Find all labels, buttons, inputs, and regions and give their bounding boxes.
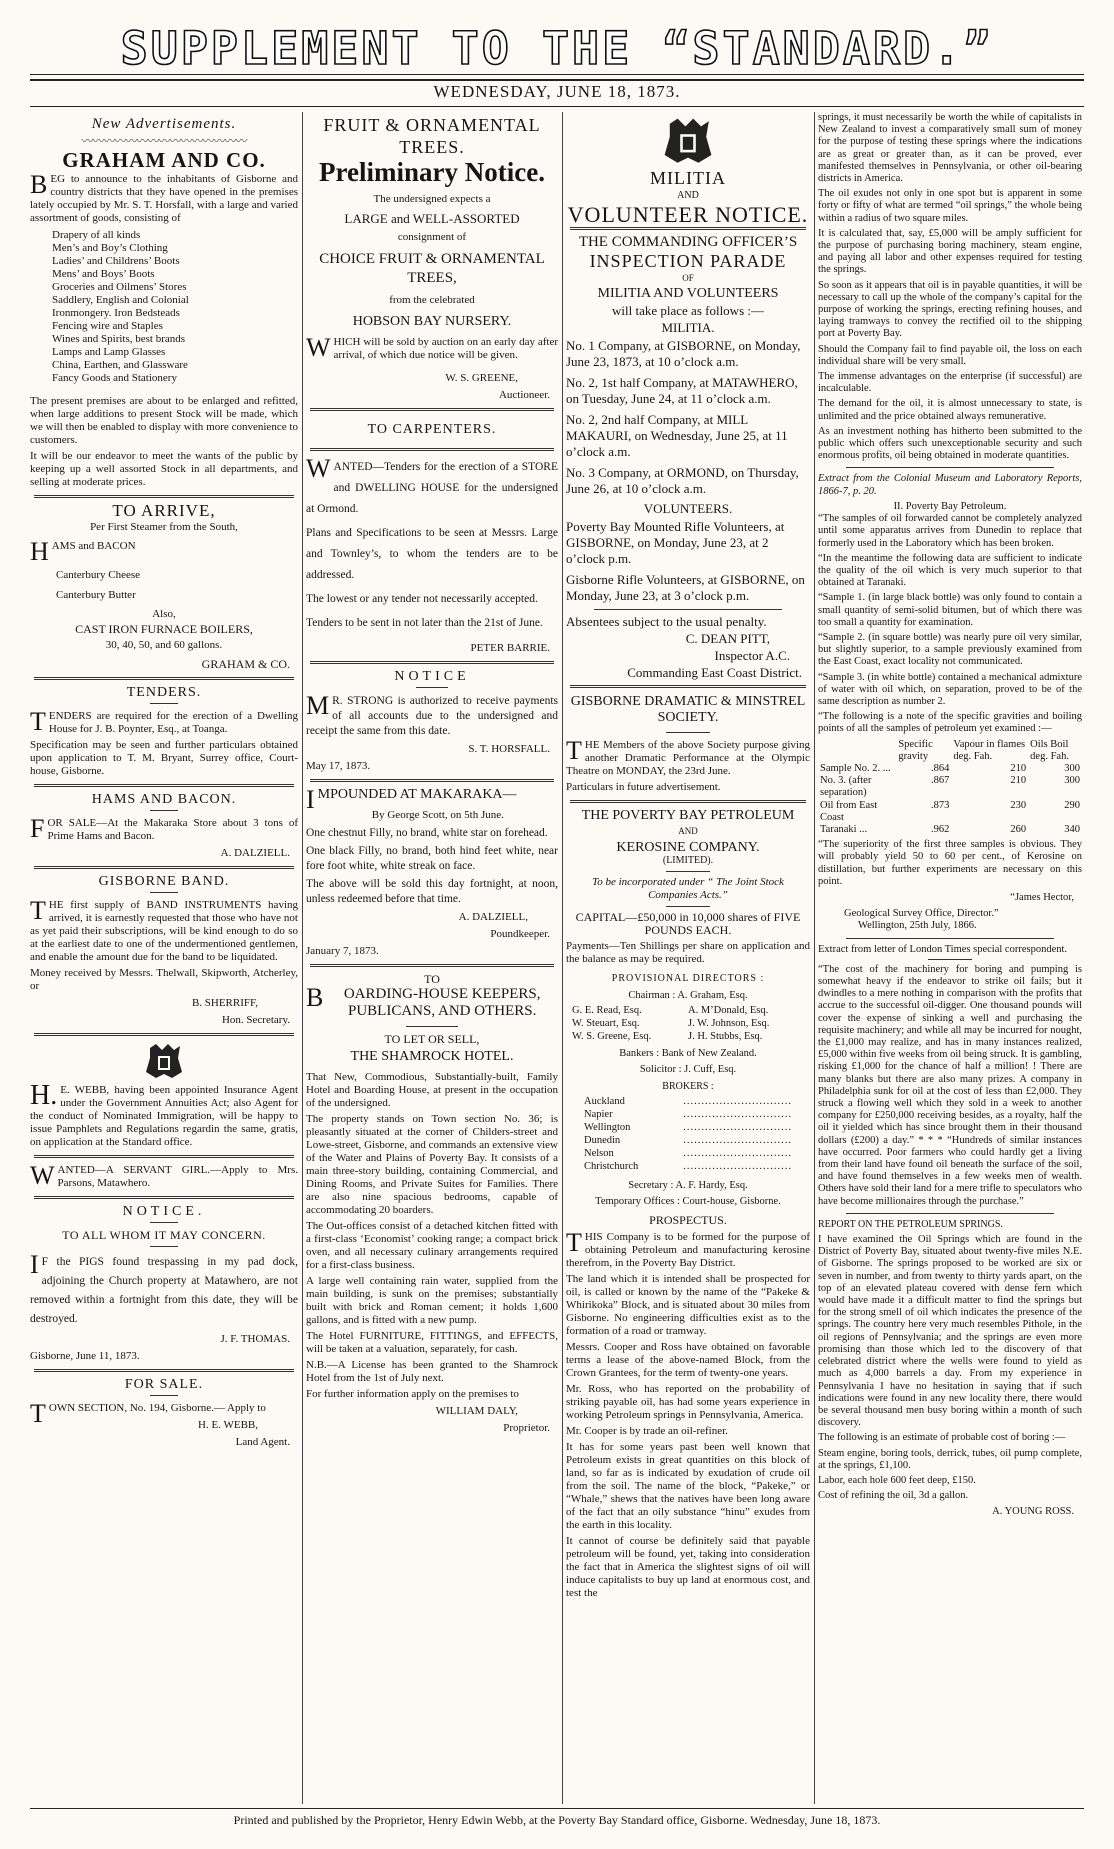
signature: A. YOUNG ROSS. xyxy=(992,1506,1074,1518)
boarding-hotel: THE SHAMROCK HOTEL. xyxy=(350,1049,514,1064)
broker-row: Christchurch .............................. xyxy=(584,1161,792,1172)
prospectus-para: As an investment nothing has hitherto been submitted to the public which offers such unexceptionable security and such enormous profits, oil being obtained in moderate quantities. xyxy=(818,425,1082,462)
prospectus-para: So soon as it appears that oil is in payable quantities, it will be necessary to call up the whole of the company’s capital for the purpose of working the springs, erecting refining houses, and laying tramways to convey the rectified oil to the shipping port at Poverty Bay. xyxy=(818,279,1082,340)
band-money: Money received by Messrs. Thelwall, Skipworth, Atcherley, or xyxy=(30,967,298,992)
impounded-by: By George Scott, on 5th June. xyxy=(371,809,504,821)
signature: WILLIAM DALY, xyxy=(435,1405,518,1417)
boarding-para: For further information apply on the premises to xyxy=(306,1388,519,1400)
table-cell: 260 xyxy=(1010,823,1027,835)
table-cell: 340 xyxy=(1064,823,1080,835)
prospectus-para: Mr. Ross, who has reported on the probability of striking payable oil, has had some years experience in working Petroleum springs in Pennsylvania, America. xyxy=(566,1383,810,1421)
director: A. M’Donald, Esq. xyxy=(688,1005,769,1016)
short-rule xyxy=(846,1213,1054,1214)
carpenters-para: Plans and Specifications to be seen at Messrs. Large and Townley’s, to whom the tenders are to be addressed. xyxy=(306,527,558,581)
fruit-line: from the celebrated xyxy=(389,294,475,306)
signature-title: Land Agent. xyxy=(235,1436,290,1448)
petroleum-payments: Payments—Ten Shillings per share on application and the balance as may be required. xyxy=(566,940,810,965)
short-rule xyxy=(594,609,782,610)
militia-item: No. 1 Company, at GISBORNE, on Monday, June 23, 1873, at 10 o’clock a.m. xyxy=(566,338,801,369)
ad-divider xyxy=(310,661,554,664)
signature-title: Geological Survey Office, Director.” xyxy=(844,908,999,920)
petroleum-chair: Chairman : A. Graham, Esq. xyxy=(628,990,748,1001)
ad-graham-para: It will be our endeavor to meet the wants of the public by keeping up a well assorted Stock in all departments, and selling at moderate prices. xyxy=(30,450,298,488)
table-row xyxy=(818,763,1082,775)
signature: H. E. WEBB, xyxy=(198,1419,258,1431)
table-cell: 300 xyxy=(1064,775,1080,787)
broker-row: Nelson .............................. xyxy=(584,1148,792,1159)
ad-divider xyxy=(310,448,554,451)
table-cell: .962 xyxy=(930,823,950,835)
signature-title: Proprietor. xyxy=(503,1422,550,1434)
prospectus-heading: PROSPECTUS. xyxy=(649,1213,727,1227)
table-cell: 300 xyxy=(1064,762,1080,774)
petroleum-solicitor: Solicitor : J. Cuff, Esq. xyxy=(639,1064,737,1075)
table-row xyxy=(818,800,1082,824)
table-header-cell xyxy=(818,739,896,763)
impounded-para: The above will be sold this day fortnight, at noon, unless redeemed before that time. xyxy=(306,878,558,905)
list-item: China, Earthen, and Glassware xyxy=(52,359,188,371)
list-item: Ironmongery. Iron Bedsteads xyxy=(52,307,180,319)
short-rule xyxy=(150,1395,178,1396)
ad-divider xyxy=(570,800,806,803)
volunteer-notice: VOLUNTEER NOTICE. xyxy=(567,202,809,227)
ad-title-militia: MILITIA xyxy=(650,168,726,188)
broker-city: Dunedin xyxy=(584,1135,621,1146)
list-item: Wines and Spirits, best brands xyxy=(52,333,186,345)
table-row xyxy=(818,824,1082,836)
prospectus-para: It cannot of course be definitely said that payable petroleum will be found, yet, taking into consideration the fact that in America the slightest signs of oil will induce capitalists to buy up land at enormous cost, and test the xyxy=(566,1535,810,1599)
petroleum-offices: Temporary Offices : Court-house, Gisborne. xyxy=(595,1196,781,1207)
carpenters-para: The lowest or any tender not necessarily accepted. xyxy=(306,593,538,605)
impounded-title: IMPOUNDED AT MAKARAKA— xyxy=(306,785,517,814)
signature: J. F. THOMAS. xyxy=(220,1333,290,1345)
signature-title: Poundkeeper. xyxy=(490,928,550,940)
quote-para: “Sample 2. (in square bottle) was nearly pure oil very similar, but slightly superior, to a sample previously examined from the East Coast, exact locality not communicated. xyxy=(818,631,1082,668)
prospectus-para: Should the Company fail to find payable oil, the loss on each individual share will be very small. xyxy=(818,343,1082,367)
ad-divider xyxy=(34,1033,294,1036)
short-rule xyxy=(666,906,710,907)
fruit-line: CHOICE FRUIT & ORNAMENTAL TREES, xyxy=(319,251,545,286)
list-item: Groceries and Oilmens’ Stores xyxy=(52,281,187,293)
table-header-cell: Oils Boil deg. Fah. xyxy=(1030,738,1069,762)
report-para: Cost of refining the oil, 3d a gallon. xyxy=(818,1490,969,1502)
signature-date: Wellington, 25th July, 1866. xyxy=(858,920,977,932)
director: W. Steuart, Esq. xyxy=(572,1018,640,1029)
boarding-para: N.B.—A License has been granted to the Shamrock Hotel from the 1st of July next. xyxy=(306,1359,558,1384)
list-item: Saddlery, English and Colonial xyxy=(52,294,189,306)
carpenters-text: WANTED—Tenders for the erection of a STORE and DWELLING HOUSE for the undersigned at Ormond. xyxy=(306,454,558,515)
royal-crest-icon xyxy=(658,116,718,168)
ad-title-graham: GRAHAM AND CO. xyxy=(62,148,266,172)
prelim-notice: Preliminary Notice. xyxy=(319,157,545,187)
table-cell: 290 xyxy=(1064,799,1080,811)
petroleum-brokers: BROKERS : xyxy=(662,1081,714,1092)
prospectus-para: Mr. Cooper is by trade an oil-refiner. xyxy=(566,1425,728,1437)
carpenters-para: Tenders to be sent in not later than the 21st of June. xyxy=(306,617,543,629)
ad-divider xyxy=(34,866,294,869)
ad-title-notice: NOTICE. xyxy=(122,1204,206,1219)
militia-item: No. 2, 2nd half Company, at MILL MAKAURI, on Wednesday, June 25, at 11 o’clock a.m. xyxy=(566,412,788,459)
boarding-para: That New, Commodious, Substantially-built, Family Hotel and Boarding House, at present in the occupation of the undersigned. xyxy=(306,1071,558,1109)
section-heading: New Advertisements. xyxy=(91,116,237,132)
list-item: Men’s and Boy’s Clothing xyxy=(52,242,168,254)
arrive-also: Also, xyxy=(152,608,176,620)
petroleum-ltd: (LIMITED). xyxy=(662,855,714,866)
ad-title-arrive: TO ARRIVE, xyxy=(112,501,216,520)
ad-graham-intro: BEG to announce to the inhabitants of Gisborne and country districts that they have opened in the premises lately occupied by Mr. S. T. Horsfall, with a large and varied assortment of goods, consisting of xyxy=(30,170,298,224)
ad-divider xyxy=(570,685,806,688)
short-rule xyxy=(846,467,1054,468)
table-header-cell: Specific gravity xyxy=(898,738,933,762)
petroleum-and: AND xyxy=(678,826,698,836)
signature: A. DALZIELL, xyxy=(458,911,528,923)
broker-city: Auckland xyxy=(584,1096,625,1107)
fruit-line: The undersigned expects a xyxy=(373,193,491,205)
column-2 xyxy=(306,112,558,1807)
militia-item: No. 2, 1st half Company, at MATAWHERO, on Tuesday, June 24, at 11 o’clock a.m. xyxy=(566,375,798,406)
ad-title-carpenters: TO CARPENTERS. xyxy=(367,422,497,437)
table-row xyxy=(818,775,1082,799)
table-cell: 210 xyxy=(1010,775,1027,787)
militia-absent: Absentees subject to the usual penalty. xyxy=(566,614,767,629)
signature: “James Hector, xyxy=(1010,891,1074,903)
directors-grid xyxy=(572,1004,804,1043)
column-4 xyxy=(818,112,1082,1807)
fruit-text: WHICH will be sold by auction on an early day after arrival, of which due notice will be given. xyxy=(306,333,558,362)
table-cell: 210 xyxy=(1010,762,1027,774)
prospectus-para: It has for some years past been well known that Petroleum exists in great quantities on this block of land, so far as is indicated by exudation of crude oil from the soil. The name of the block, “Pakeke,” or “Whale,” shews that the natives have been long aware of the fact that an oily substance “hinu” exudes from the earth in this locality. xyxy=(566,1441,810,1531)
goods-list xyxy=(52,229,298,385)
prospectus-para: The land which it is intended shall be prospected for oil, is called or known by the name of the “Pakeke & Whirikoka” Block, and is situated about 30 miles from Gisborne. No engineering difficulties exist as to the formation of a road or tramway. xyxy=(566,1273,810,1337)
table-cell: Oil from East Coast xyxy=(820,799,878,823)
table-header-cell: Vapour in flames deg. Fah. xyxy=(953,738,1026,762)
ad-divider xyxy=(34,677,294,680)
ad-title-band: GISBORNE BAND. xyxy=(98,874,230,889)
list-item: Canterbury Butter xyxy=(56,589,136,601)
broker-row: Wellington .............................. xyxy=(584,1122,792,1133)
boarding-para: The Hotel FURNITURE, FITTINGS, and EFFECTS, will be taken at a valuation, separately, for cash. xyxy=(306,1330,558,1355)
ad-title-dramatic: GISBORNE DRAMATIC & MINSTREL SOCIETY. xyxy=(570,694,806,725)
director: J. H. Stubbs, Esq. xyxy=(688,1031,763,1042)
list-item: Fancy Goods and Stationery xyxy=(52,372,177,384)
short-rule xyxy=(666,871,710,872)
quote-para: “The samples of oil forwarded cannot be completely analyzed until some apparatus arrives from Dunedin to replace that formerly used in the Laboratory which has been broken. xyxy=(818,513,1082,549)
table-cell: Sample No. 2. ... xyxy=(820,762,891,774)
footer-rule xyxy=(30,1808,1084,1809)
notice-text: M R. STRONG is authorized to receive payments of all accounts due to the undersigned and receipt the same from this date. xyxy=(306,691,558,737)
ad-divider xyxy=(34,495,294,498)
notice-concern: TO ALL WHOM IT MAY CONCERN. xyxy=(62,1228,266,1242)
ad-divider xyxy=(34,1155,294,1158)
volunteer-item: Gisborne Rifle Volunteers, at GISBORNE, on Monday, June 23, at 3 o’clock p.m. xyxy=(566,572,805,603)
column-divider xyxy=(562,112,563,1804)
ad-divider xyxy=(310,408,554,411)
notice-date: May 17, 1873. xyxy=(306,760,371,772)
ad-divider xyxy=(34,1196,294,1199)
quote-para: “Sample 3. (in white bottle) contained a mechanical admixture of water with oil which, on separation, proved to be of the same description as number 2. xyxy=(818,671,1082,707)
boarding-para: A large well containing rain water, supplied from the main building, is sunk on the premises; substantially built with brick and Roman cement; it holds 1,600 gallons, and is fitted with a new pump. xyxy=(306,1275,558,1326)
signature: S. T. HORSFALL. xyxy=(468,743,550,755)
petroleum-capital: CAPITAL—£50,000 in 10,000 shares of FIVE POUNDS EACH. xyxy=(575,910,801,937)
tenders-spec: Specification may be seen and further particulars obtained upon application to T. M. Bryant, Surrey office, Court-house, Gisborne. xyxy=(30,739,298,777)
director: G. E. Read, Esq. xyxy=(572,1005,642,1016)
dramatic-para: Particulars in future advertisement. xyxy=(566,781,721,793)
servant-text: WANTED—A SERVANT GIRL.—Apply to Mrs. Parsons, Matawhero. xyxy=(30,1161,298,1190)
ad-divider xyxy=(34,1369,294,1372)
signature: PETER BARRIE. xyxy=(470,642,550,654)
militia-item: No. 3 Company, at ORMOND, on Thursday, June 26, at 10 o’clock a.m. xyxy=(566,465,799,496)
militia-follows: will take place as follows :— xyxy=(612,303,764,318)
report-para: I have examined the Oil Springs which are found in the District of Poverty Bay, situated about twenty-five miles N.E. of Gisborne. The springs proposed to be worked are six or seven in number, and from twenty to thirty yards apart, on the top of an elevated plateau covered with dense fern which would have made it a difficult matter to find the springs but for the strong smell of oil which indicates the presence of the springs. The country here very much resembles Pithole, in the oil regions of Pennsylvania; and the springs are even more promising than those which led to the discovery of that celebrated district where the wells were found to yield as much as 4,000 barrels a day. From my experience in Pennsylvania I have no hesitation in saying that if such indications were found in any new locality there, there would be several thousand men busy boring within a month of such discovery. xyxy=(818,1234,1082,1429)
list-item: Lamps and Lamp Glasses xyxy=(52,346,166,358)
ad-divider xyxy=(570,227,806,230)
ad-title-sale: FOR SALE. xyxy=(124,1377,204,1392)
wavy-rule: 〰〰〰〰〰〰〰〰〰〰〰〰〰〰〰 xyxy=(81,134,247,148)
director: J. W. Johnson, Esq. xyxy=(688,1018,770,1029)
broker-city: Christchurch xyxy=(584,1161,639,1172)
broker-city: Napier xyxy=(584,1109,613,1120)
signature-title: Inspector A.C. xyxy=(714,648,790,663)
fruit-line: LARGE and WELL-ASSORTED xyxy=(344,211,520,226)
ad-title-fruit: FRUIT & ORNAMENTAL TREES. xyxy=(323,115,541,157)
signature: B. SHERRIFF, xyxy=(191,997,258,1009)
arrive-first: HAMS and BACON xyxy=(30,537,136,566)
tenders-text: TENDERS are required for the erection of a Dwelling House for J. B. Poynter, Esq., at Toanga. xyxy=(30,707,298,736)
signature-title: Auctioneer. xyxy=(498,389,550,401)
royal-crest-icon xyxy=(142,1042,186,1082)
extract-heading: Extract from letter of London Times special correspondent. xyxy=(818,943,1068,955)
quote-para: “The cost of the machinery for boring and pumping is somewhat heavy if the endeavor to strike oil fails; but it dwindles to a mere nothing in comparison with the profits that accrue to the successful oil-digger. One thousand pounds will cover the expense of sinking a well and purchasing the requisite machinery; and while all may be incurred for nought, the £1,000 may realize, and has in many instances realized, £5,000 within five weeks from oil being struck. It is gambling, risking £1,000 for the chance of half a million! ! There are many blanks but there are also many prizes. A company in Philadelphia sunk for oil at the cost of less than £2,000. They struck a flowing well which they sold in a week to another company for £250,000 receiving besides, as a royalty, half the oil it yielded which has since brought them in their thousand dollars (£200) a day.” * * * “Hundreds of similar instances have occurred. Poor farmers who could hardly get a living from their land have found oil beneath the surface of the soil, and have found themselves in a few weeks men of wealth. Others have sold their land for a mere trifle to speculators who have become millionaires through the purchase.” xyxy=(818,963,1082,1207)
arrive-boilers: CAST IRON FURNACE BOILERS, xyxy=(75,622,253,636)
short-rule xyxy=(150,1246,178,1247)
boarding-para: The Out-offices consist of a detached kitchen fitted with a first-class ‘Economist’ cooking range; a compact brick oven, and all necessary culinary arrangements required for a first-class business. xyxy=(306,1220,558,1271)
masthead-title: SUPPLEMENT TO THE “STANDARD.” xyxy=(120,22,994,75)
signature: GRAHAM & CO. xyxy=(201,657,290,671)
volunteers-heading: VOLUNTEERS. xyxy=(643,501,733,516)
list-item: Canterbury Cheese xyxy=(56,569,140,581)
director: W. S. Greene, Esq. xyxy=(572,1031,652,1042)
table-cell: No. 3. (after separation) xyxy=(820,775,872,799)
ad-title-hams: HAMS AND BACON. xyxy=(91,792,237,807)
quote-para: “The superiority of the first three samples is obvious. They will probably yield 50 to 60 per cent., of Kerosine on distillation, but further experiments are necessary on this point. xyxy=(818,839,1082,887)
ad-title-tenders: TENDERS. xyxy=(126,685,202,700)
fruit-line: consignment of xyxy=(397,231,467,243)
fruit-nursery: HOBSON BAY NURSERY. xyxy=(352,314,512,329)
list-item: Ladies’ and Childrens’ Boots xyxy=(52,255,180,267)
signature: A. DALZIELL. xyxy=(220,847,290,859)
prospectus-para: The immense advantages on the enterprise (if successful) are incalculable. xyxy=(818,371,1082,395)
imprint-footer: Printed and published by the Proprietor, Henry Edwin Webb, at the Poverty Bay Standard office, Gisborne. Wednesday, June 18, 1873. xyxy=(233,1813,881,1827)
column-1 xyxy=(30,112,298,1807)
table-cell: Taranaki ... xyxy=(820,823,868,835)
ad-divider xyxy=(34,784,294,787)
petroleum-secretary: Secretary : A. F. Hardy, Esq. xyxy=(628,1180,748,1191)
list-item: Fencing wire and Staples xyxy=(52,320,163,332)
militia-and: AND xyxy=(677,190,699,201)
petroleum-kero: KEROSINE COMPANY. xyxy=(616,840,760,855)
sale-text: TOWN SECTION, No. 194, Gisborne.— Apply to xyxy=(30,1399,266,1428)
signature: W. S. GREENE, xyxy=(445,372,518,384)
ad-title-notice: NOTICE xyxy=(394,669,470,684)
arrive-sizes: 30, 40, 50, and 60 gallons. xyxy=(105,639,223,651)
band-text: THE first supply of BAND INSTRUMENTS having arrived, it is earnestly requested that those who have not as yet paid their subscriptions, will be kind enough to do so at the earliest date to one of the undermentioned gentlemen, and enable the amount due for the band to be liquidated. xyxy=(30,896,298,963)
short-rule xyxy=(150,810,178,811)
boarding-let: TO LET OR SELL, xyxy=(384,1032,480,1046)
column-3 xyxy=(566,112,810,1807)
oil-table xyxy=(818,739,1082,837)
short-rule xyxy=(416,687,448,688)
broker-row: Napier .............................. xyxy=(584,1109,792,1120)
prospectus-para: It is calculated that, say, £5,000 will be amply sufficient for the purpose of purchasing boring machinery, steam engine, and paying all labor and other expenses required for testing the springs. xyxy=(818,227,1082,276)
prospectus-para: The oil exudes not only in one spot but is apparent in some forty or fifty of what are termed “oil springs,” the whole being within a radius of two square miles. xyxy=(818,188,1082,224)
ad-divider xyxy=(310,779,554,782)
dramatic-text: THE Members of the above Society purpose giving another Dramatic Performance at the Olympic Theatre on MONDAY, the 23rd June. xyxy=(566,736,810,777)
table-header xyxy=(818,739,1082,763)
list-item: Drapery of all kinds xyxy=(52,229,141,241)
militia-heading: MILITIA. xyxy=(661,320,715,335)
arrive-items xyxy=(56,565,298,605)
table-cell: .873 xyxy=(930,799,950,811)
militia-parade: INSPECTION PARADE xyxy=(589,251,787,271)
column-divider xyxy=(814,112,815,1804)
broker-row: Dunedin .............................. xyxy=(584,1135,792,1146)
boarding-title: B OARDING-HOUSE KEEPERS, PUBLICANS, AND OTHERS. xyxy=(306,983,541,1019)
table-cell: 230 xyxy=(1010,799,1027,811)
column-divider xyxy=(302,112,303,1804)
petroleum-bankers: Bankers : Bank of New Zealand. xyxy=(619,1048,757,1059)
short-rule xyxy=(150,703,178,704)
impounded-para: One black Filly, no brand, both hind feet white, near fore foot white, white streak on face. xyxy=(306,845,558,872)
short-rule xyxy=(150,892,178,893)
report-para: Labor, each hole 600 feet deep, £150. xyxy=(818,1474,976,1486)
ad-divider xyxy=(310,964,554,967)
prospectus-para: The demand for the oil, it is almost unnecessary to state, is unlimited and the price obtained always remunerative. xyxy=(818,398,1082,422)
quote-para: “In the meantime the following data are sufficient to indicate the quality of the oil which is very much superior to that obtained at Taranaki. xyxy=(818,552,1082,589)
report-para: Steam engine, boring tools, derrick, tubes, oil pump complete, at the springs, £1,100. xyxy=(818,1447,1082,1471)
signature: C. DEAN PITT, xyxy=(685,631,770,646)
impounded-date: January 7, 1873. xyxy=(306,945,379,957)
impounded-para: One chestnut Filly, no brand, white star on forehead. xyxy=(306,827,548,839)
militia-co: THE COMMANDING OFFICER’S xyxy=(578,234,798,250)
table-cell: .867 xyxy=(930,775,950,787)
short-rule xyxy=(150,1222,178,1223)
notice-text: I F the PIGS found trespassing in my pad dock, adjoining the Church property at Matawhero, are not removed within a fortnight from this date, they will be destroyed. xyxy=(30,1250,298,1325)
broker-city: Wellington xyxy=(584,1122,631,1133)
extract-sub: II. Poverty Bay Petroleum. xyxy=(893,500,1007,512)
signature-title: Hon. Secretary. xyxy=(221,1014,290,1026)
signature-title: Commanding East Coast District. xyxy=(627,665,802,680)
short-rule xyxy=(666,732,710,733)
list-item: Mens’ and Boys’ Boots xyxy=(52,268,155,280)
webb-text: H. E. WEBB, having been appointed Insurance Agent under the Government Annuities Act; also Agent for the conduct of Nominated Immigration, will be happy to issue Pamphlets and Regulations regardin the same, gratis, on application at the Standard office. xyxy=(30,1080,298,1148)
prospectus-para: Messrs. Cooper and Ross have obtained on favorable terms a lease of the above-named Block, from the Crown Grantees, for the term of twenty-one years. xyxy=(566,1341,810,1379)
masthead-rule-thick xyxy=(30,79,1084,81)
militia-of: OF xyxy=(682,273,694,283)
quote-para: “Sample 1. (in large black bottle) was only found to contain a small quantity of semi-solid bitumen, but of which there was too small a quantity for examination. xyxy=(818,592,1082,628)
broker-row: Auckland .............................. xyxy=(584,1096,792,1107)
short-rule xyxy=(846,938,1054,939)
volunteer-item: Poverty Bay Mounted Rifle Volunteers, at GISBORNE, on Monday, June 23, at 2 o’clock p.m. xyxy=(566,519,785,566)
short-rule xyxy=(406,1026,458,1027)
broker-city: Nelson xyxy=(584,1148,614,1159)
quote-para: “The following is a note of the specific gravities and boiling points of all the samples of petroleum yet examined :— xyxy=(818,711,1082,735)
short-rule xyxy=(928,959,972,960)
arrive-sub: Per First Steamer from the South, xyxy=(90,521,238,533)
prospectus-para: THIS Company is to be formed for the purpose of obtaining Petroleum and manufacturing kerosine therefrom, in the Poverty Bay District. xyxy=(566,1228,810,1269)
prospectus-para: springs, it must necessarily be worth the while of capitalists in New Zealand to invest a comparatively small sum of money for the purpose of testing these springs where the indications are as great or greater than, as it can be proved, ever manifested themselves in Pennsylvania, or other oil-bearing districts in America. xyxy=(818,112,1082,185)
hams-text: FOR SALE—At the Makaraka Store about 3 tons of Prime Hams and Bacon. xyxy=(30,814,298,843)
boarding-para: The property stands on Town section No. 36; is pleasantly situated at the corner of Childers-street and Lowe-street, Gisborne, and commands an extensive view of the Water and Plains of Poverty Bay. It consists of a main three-story building, containing Commercial, and Dining Rooms, and Private Suites for Families. There are also nine spacious bedrooms, capable of accommodating 20 boarders. xyxy=(306,1113,558,1216)
report-para: The following is an estimate of probable cost of boring :— xyxy=(818,1432,1066,1444)
petroleum-inc: To be incorporated under “ The Joint Stock Companies Acts.” xyxy=(592,876,784,901)
extract-heading: Extract from the Colonial Museum and Laboratory Reports, 1866-7, p. 20. xyxy=(818,473,1082,497)
militia-mv: MILITIA AND VOLUNTEERS xyxy=(597,286,779,301)
ad-graham-para: The present premises are about to be enlarged and refitted, when large additions to present Stock will be made, which we will then be enabled to display with more convenience to customers. xyxy=(30,395,298,446)
notice-date: Gisborne, June 11, 1873. xyxy=(30,1350,140,1362)
petroleum-dirs: PROVISIONAL DIRECTORS : xyxy=(611,973,765,984)
masthead-rule xyxy=(30,74,1084,75)
ad-title-petroleum: THE POVERTY BAY PETROLEUM xyxy=(581,808,795,823)
boarding-to: TO xyxy=(424,972,440,986)
dateline: WEDNESDAY, JUNE 18, 1873. xyxy=(433,82,681,101)
report-heading: REPORT ON THE PETROLEUM SPRINGS. xyxy=(818,1218,1003,1230)
dateline-rule xyxy=(30,106,1084,107)
table-cell: .864 xyxy=(930,762,950,774)
